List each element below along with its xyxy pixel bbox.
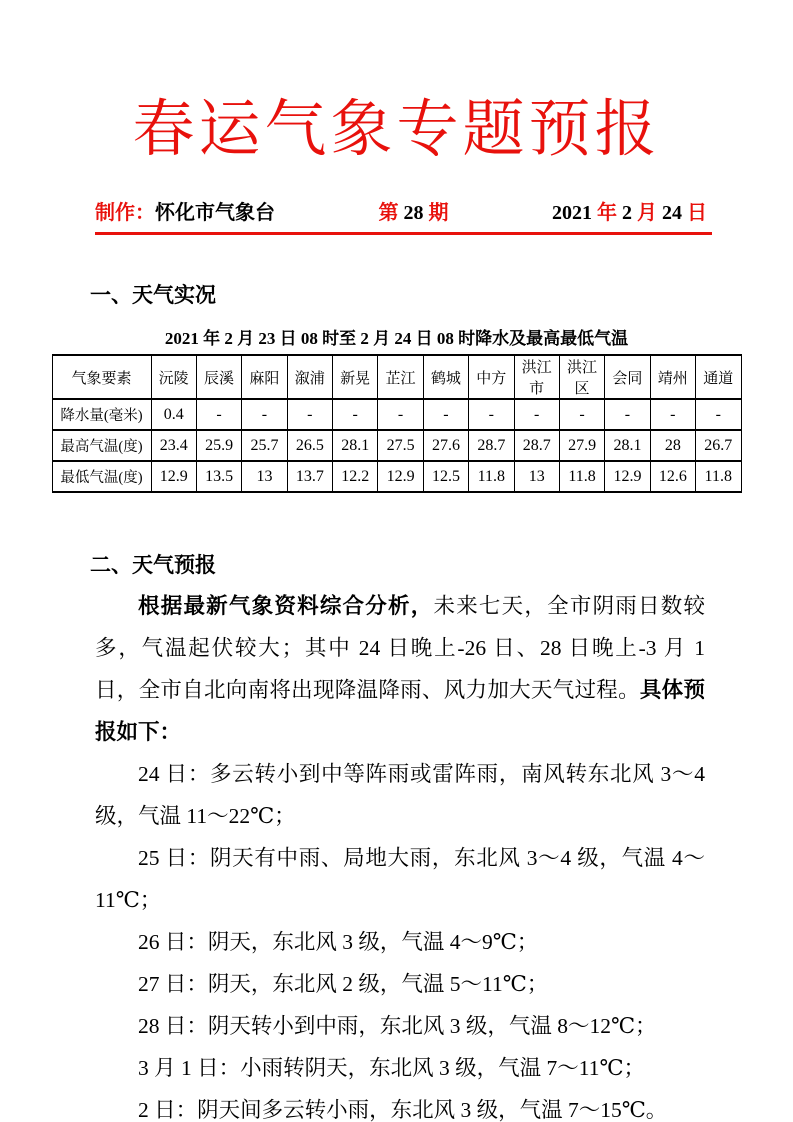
table-cell: 12.5 bbox=[423, 461, 468, 492]
weather-table-caption: 2021 年 2 月 23 日 08 时至 2 月 24 日 08 时降水及最高最低气温 bbox=[164, 329, 629, 349]
table-cell: 27.6 bbox=[423, 430, 468, 461]
issue-value: 28 bbox=[403, 202, 424, 225]
table-cell: 13 bbox=[242, 461, 287, 492]
forecast-body bbox=[95, 585, 705, 1122]
masthead bbox=[95, 196, 707, 225]
table-cell: - bbox=[378, 399, 423, 430]
table-cell: 26.7 bbox=[696, 430, 742, 461]
weather-observation-table bbox=[52, 354, 742, 493]
table-cell: 13 bbox=[514, 461, 559, 492]
table-cell: - bbox=[423, 399, 468, 430]
table-row-precipitation bbox=[52, 399, 741, 430]
table-header-cell: 麻阳 bbox=[242, 355, 287, 399]
producer-label: 制作： bbox=[95, 202, 155, 225]
table-cell: 26.5 bbox=[287, 430, 332, 461]
table-cell: - bbox=[514, 399, 559, 430]
table-cell: - bbox=[559, 399, 604, 430]
table-header-cell: 气象要素 bbox=[52, 355, 151, 399]
table-header-cell: 靖州 bbox=[650, 355, 695, 399]
issue-suffix: 期 bbox=[428, 202, 449, 225]
table-cell: 23.4 bbox=[151, 430, 196, 461]
table-cell: 13.7 bbox=[287, 461, 332, 492]
date-day: 24 bbox=[662, 202, 682, 225]
table-cell: - bbox=[696, 399, 742, 430]
table-cell: 27.5 bbox=[378, 430, 423, 461]
issue-date bbox=[552, 196, 707, 225]
table-cell: - bbox=[650, 399, 695, 430]
table-cell: 11.8 bbox=[469, 461, 514, 492]
table-cell: 12.6 bbox=[650, 461, 695, 492]
producer bbox=[95, 196, 275, 225]
table-cell: 27.9 bbox=[559, 430, 604, 461]
table-header-cell: 芷江 bbox=[378, 355, 423, 399]
table-cell: 13.5 bbox=[196, 461, 241, 492]
table-row-label: 降水量(毫米) bbox=[52, 399, 151, 430]
table-cell: - bbox=[333, 399, 378, 430]
page-title: 春运气象专题预报 bbox=[132, 96, 661, 164]
date-year-unit: 年 bbox=[597, 202, 617, 225]
forecast-intro-paragraph bbox=[95, 585, 705, 753]
table-cell: - bbox=[287, 399, 332, 430]
table-cell: 0.4 bbox=[151, 399, 196, 430]
intro-bold-tail: 具体预报如下： bbox=[95, 678, 705, 745]
table-cell: 28.1 bbox=[333, 430, 378, 461]
forecast-line-mar1: 3 月 1 日：小雨转阴天，东北风 3 级，气温 7～11℃； bbox=[138, 1056, 646, 1081]
table-cell: 25.7 bbox=[242, 430, 287, 461]
forecast-line-feb25: 25 日：阴天有中雨、局地大雨，东北风 3～4 级，气温 4～11℃； bbox=[95, 846, 705, 913]
issue-prefix: 第 bbox=[378, 202, 399, 225]
table-header-cell: 洪江区 bbox=[559, 355, 604, 399]
forecast-line-feb27: 27 日：阴天，东北风 2 级，气温 5～11℃； bbox=[138, 972, 549, 997]
table-header-cell: 中方 bbox=[469, 355, 514, 399]
issue-number bbox=[379, 196, 449, 225]
table-cell: - bbox=[605, 399, 650, 430]
table-row-label: 最高气温(度) bbox=[52, 430, 151, 461]
table-header-cell: 辰溪 bbox=[196, 355, 241, 399]
red-divider-rule bbox=[95, 232, 712, 235]
table-cell: 12.9 bbox=[378, 461, 423, 492]
date-year: 2021 bbox=[552, 202, 592, 225]
intro-body-text: 未来七天，全市阴雨日数较多，气温起伏较大；其中 24 日晚上-26 日、28 日晚上-3 月 1 日，全市自北向南将出现降温降雨、风力加大天气过程。 bbox=[95, 594, 705, 703]
date-month: 2 bbox=[622, 202, 632, 225]
table-cell: 12.9 bbox=[151, 461, 196, 492]
producer-value: 怀化市气象台 bbox=[155, 202, 275, 225]
table-cell: - bbox=[196, 399, 241, 430]
table-cell: 12.2 bbox=[333, 461, 378, 492]
table-cell: 25.9 bbox=[196, 430, 241, 461]
table-cell: 28.7 bbox=[469, 430, 514, 461]
table-cell: 28.1 bbox=[605, 430, 650, 461]
forecast-line-feb28: 28 日：阴天转小到中雨，东北风 3 级，气温 8～12℃； bbox=[138, 1014, 657, 1039]
table-header-row bbox=[52, 355, 741, 399]
table-header-cell: 鹤城 bbox=[423, 355, 468, 399]
section2-heading: 二、天气预报 bbox=[90, 553, 216, 578]
forecast-line-mar2: 2 日：阴天间多云转小雨，东北风 3 级，气温 7～15℃。 bbox=[138, 1098, 668, 1122]
section1-heading: 一、天气实况 bbox=[90, 283, 216, 308]
table-row-label: 最低气温(度) bbox=[52, 461, 151, 492]
table-cell: - bbox=[469, 399, 514, 430]
table-row-min-temp bbox=[52, 461, 741, 492]
table-row-max-temp bbox=[52, 430, 741, 461]
table-cell: 11.8 bbox=[696, 461, 742, 492]
table-cell: 28 bbox=[650, 430, 695, 461]
table-header-cell: 会同 bbox=[605, 355, 650, 399]
table-header-cell: 溆浦 bbox=[287, 355, 332, 399]
date-month-unit: 月 bbox=[637, 202, 657, 225]
table-header-cell: 新晃 bbox=[333, 355, 378, 399]
intro-bold-lead: 根据最新气象资料综合分析， bbox=[138, 594, 434, 619]
table-header-cell: 洪江市 bbox=[514, 355, 559, 399]
table-cell: 11.8 bbox=[559, 461, 604, 492]
table-cell: 28.7 bbox=[514, 430, 559, 461]
forecast-line-feb24: 24 日：多云转小到中等阵雨或雷阵雨，南风转东北风 3～4 级，气温 11～22℃； bbox=[95, 762, 705, 829]
forecast-line-feb26: 26 日：阴天，东北风 3 级，气温 4～9℃； bbox=[138, 930, 539, 955]
table-header-cell: 通道 bbox=[696, 355, 742, 399]
date-day-unit: 日 bbox=[687, 202, 707, 225]
table-cell: 12.9 bbox=[605, 461, 650, 492]
table-header-cell: 沅陵 bbox=[151, 355, 196, 399]
table-cell: - bbox=[242, 399, 287, 430]
